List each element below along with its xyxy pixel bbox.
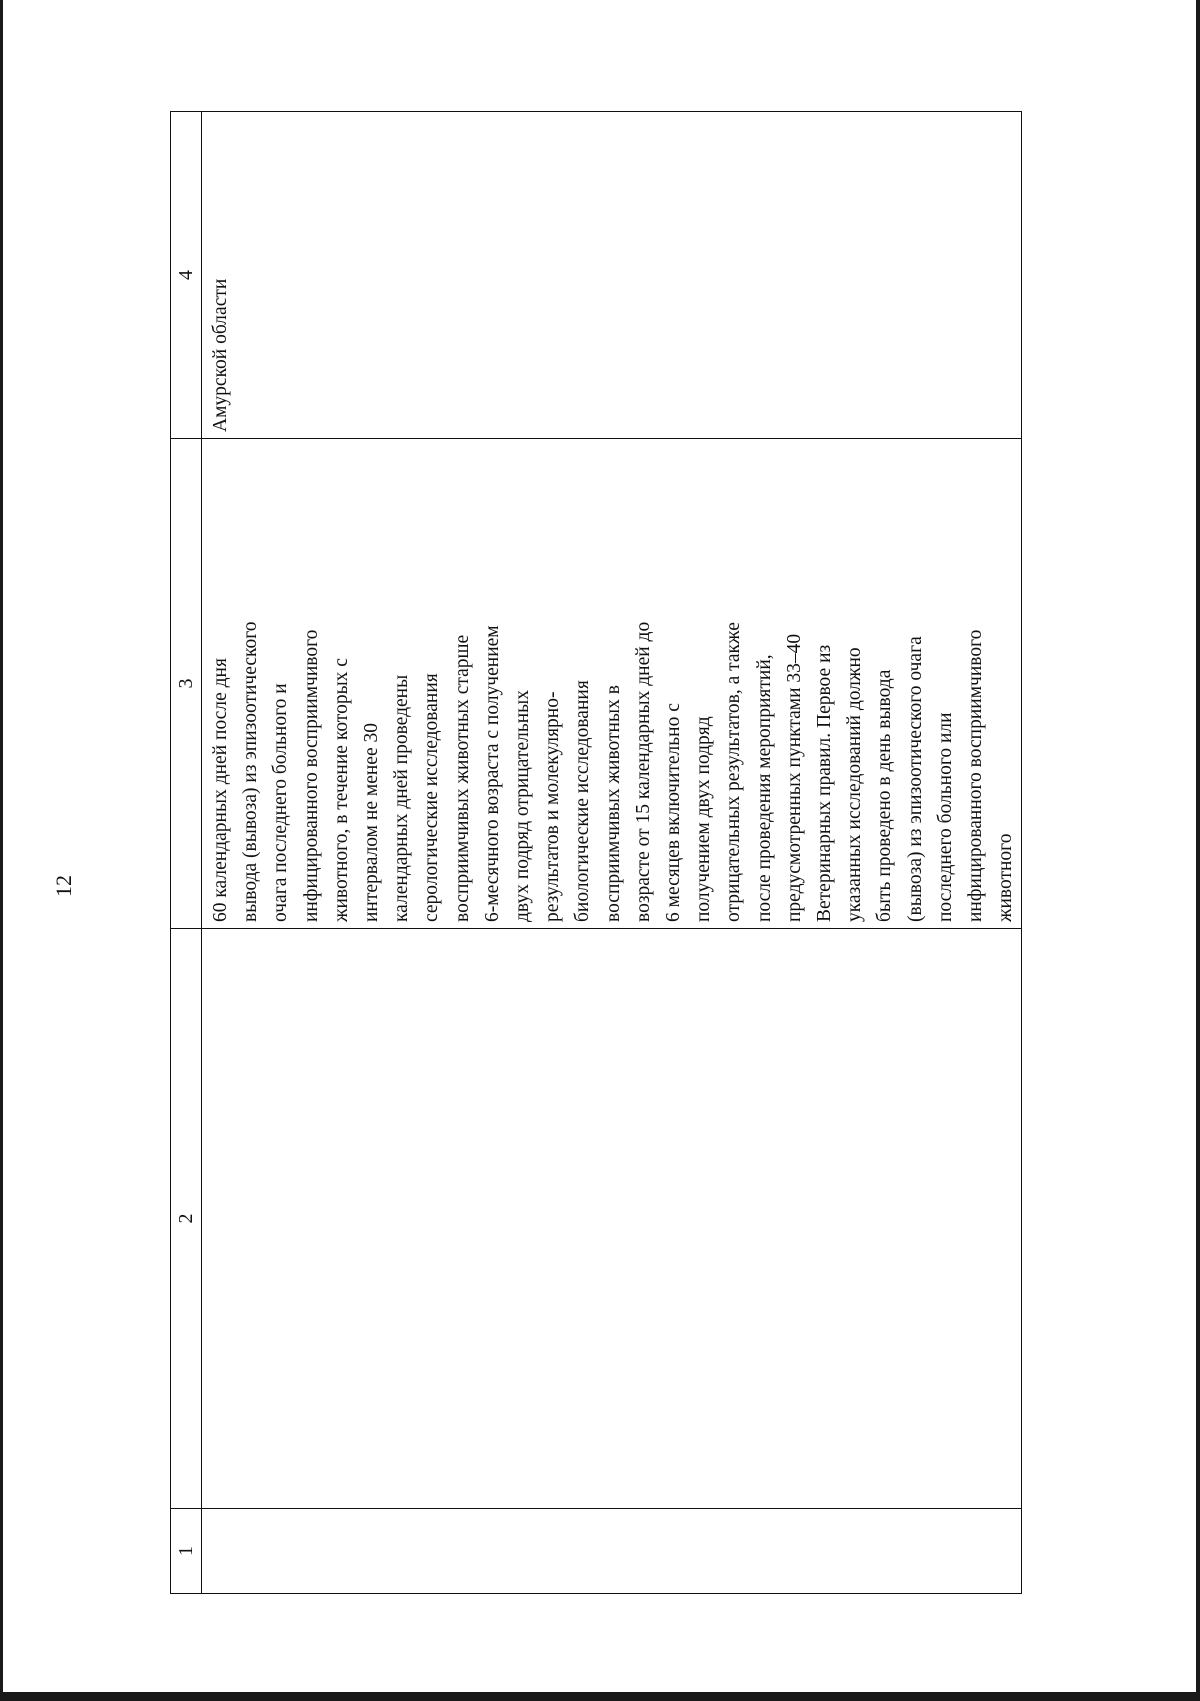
cell-col2-text — [202, 929, 206, 1508]
column-header-1: 1 — [171, 1509, 202, 1594]
cell-col4 — [202, 112, 1022, 439]
scan-edge-bottom — [0, 1692, 1200, 1701]
page-number: 12 — [51, 875, 76, 897]
column-header-2: 2 — [171, 929, 202, 1509]
column-header-3: 3 — [171, 439, 202, 929]
scan-edge-right — [1196, 0, 1200, 1701]
scan-edge-left — [0, 0, 3, 1701]
cell-col1 — [202, 1509, 1022, 1594]
cell-col2 — [202, 929, 1022, 1509]
cell-col4-text: Амурской области — [210, 278, 231, 432]
table-header-row — [171, 112, 202, 1594]
table-row — [202, 112, 1022, 1594]
cell-col3 — [202, 439, 1022, 929]
cell-col1-text — [202, 1509, 206, 1593]
rotated-table-container — [170, 112, 1017, 1594]
document-table — [170, 111, 1022, 1594]
cell-col3-text: 60 календарных дней после дня вывода (вывоза) из эпизоотического очага последнего больного и инфицированного восприимчивого животного, в течение которых с интервалом не менее 30 календарных дней проведены серологические исследования восприимчивых животных старше 6-месячного возраста с получением двух подряд отрицательных результатов и молекулярно- биологические исследования восприимчивых животных в возрасте от 15 календарных дней до 6 месяцев включительно с получением двух подряд отрицательных результатов, а также после проведения мероприятий, предусмотренных пунктами 33–40 Ветеринарных правил. Первое из указанных исследований должно быть проведено в день вывода (вывоза) из эпизоотического очага последнего больного или инфицированного восприимчивого животного — [210, 621, 1017, 922]
column-header-4: 4 — [171, 112, 202, 439]
